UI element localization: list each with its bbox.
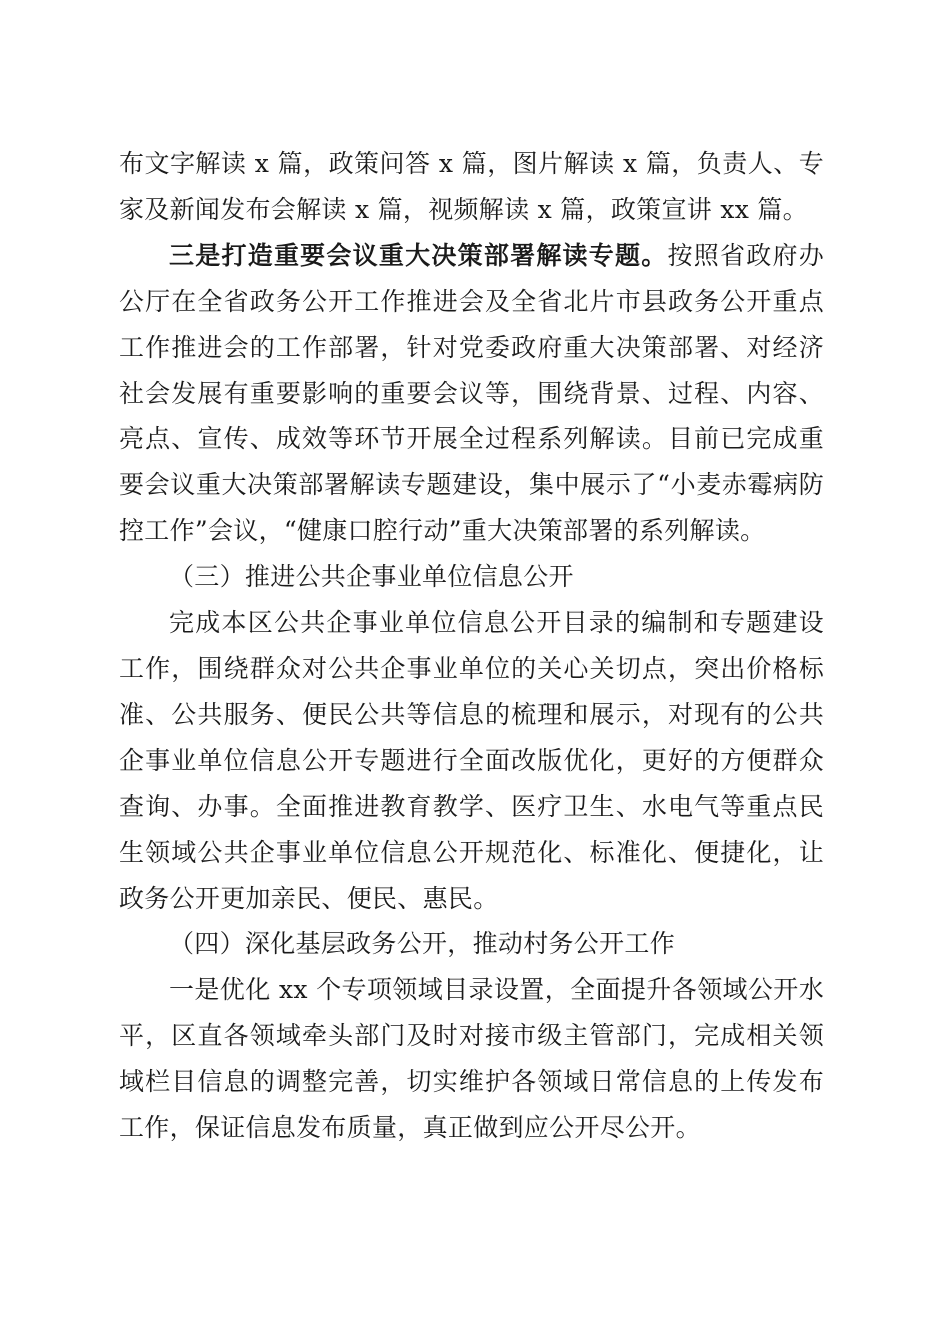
paragraph-continuation: 布文字解读 x 篇，政策问答 x 篇，图片解读 x 篇，负责人、专家及新闻发布会解读 x 篇，视频解读 x 篇，政策宣讲 xx 篇。 [119,149,824,224]
paragraph-special-fields: 一是优化 xx 个专项领域目录设置，全面提升各领域公开水平，区直各领域牵头部门及时对接市级主管部门，完成相关领域栏目信息的调整完善，切实维护各领域日常信息的上传发布工作，保证信息发布质量，真正做到应公开尽公开。 [119,975,824,1143]
paragraph-public-enterprise: 完成本区公共企事业单位信息公开目录的编制和专题建设工作，围绕群众对公共企事业单位的关心关切点，突出价格标准、公共服务、便民公共等信息的梳理和展示，对现有的公共企事业单位信息公开专题进行全面改版优化，更好的方便群众查询、办事。全面推进教育教学、医疗卫生、水电气等重点民生领域公共企事业单位信息公开规范化、标准化、便捷化，让政务公开更加亲民、便民、惠民。 [119,608,824,913]
section-heading-3: （三）推进公共企事业单位信息公开 [169,562,574,592]
paragraph-lead: 三是打造重要会议重大决策部署解读专题。 [169,240,668,270]
document-page [119,141,824,1151]
section-heading-4: （四）深化基层政务公开，推动村务公开工作 [169,929,676,959]
paragraph-body: 按照省政府办公厅在全省政务公开工作推进会及全省北片市县政务公开重点工作推进会的工作部署，针对党委政府重大决策部署、对经济社会发展有重要影响的重要会议等，围绕背景、过程、内容、亮点、宣传、成效等环节开展全过程系列解读。目前已完成重要会议重大决策部署解读专题建设，集中展示了“小麦赤霉病防控工作”会议，“健康口腔行动”重大决策部署的系列解读。 [119,240,825,546]
paragraph-meeting-decision-topic [119,233,824,554]
